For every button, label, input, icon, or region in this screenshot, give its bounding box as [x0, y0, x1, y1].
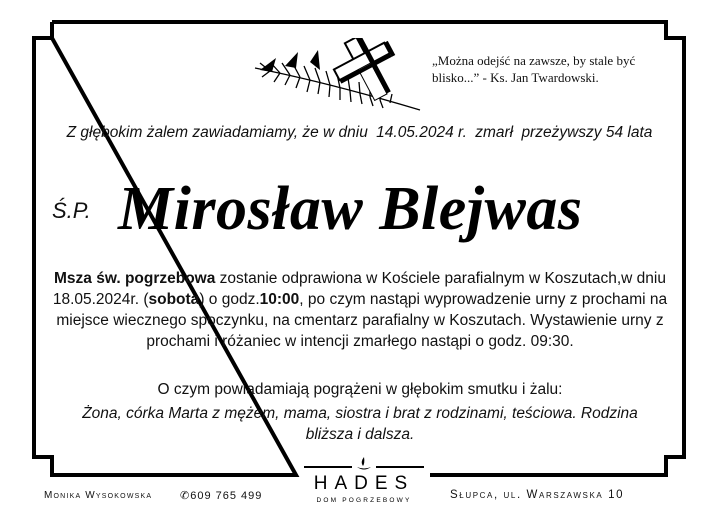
death-date: 14.05.2024 r.	[376, 124, 467, 141]
mass-bold-2: sobota	[148, 291, 200, 308]
mass-bold-3: 10:00	[259, 291, 300, 308]
mourners-list: Żona, córka Marta z mężem, mama, siostra i brat z rodzinami, teściowa. Rodzina bliższa i dalsza.	[82, 405, 638, 443]
mourners-notice: O czym powiadamiają pogrążeni w głębokim smutku i żalu:	[157, 381, 563, 398]
age: przeżywszy 54 lata	[521, 124, 653, 141]
announcement-text: Z głębokim żalem zawiadamiamy, że w dniu	[66, 124, 368, 141]
mass-details	[50, 268, 670, 352]
footer-address: Słupca, ul. Warszawska 10	[450, 489, 625, 501]
quote-line-1: „Można odejść na zawsze, by stale być	[432, 53, 636, 68]
quote	[432, 52, 682, 86]
mass-bold-1: Msza św. pogrzebowa	[54, 270, 216, 287]
mass-text-2: ) o godz.	[199, 291, 260, 308]
cross-icon	[250, 38, 430, 113]
quote-line-2: blisko...” - Ks. Jan Twardowski.	[432, 70, 599, 85]
hades-logo-text: HADES	[313, 473, 415, 494]
mass-text-1: zostanie odprawiona w Kościele parafialnym w Koszutach,w dniu 18.05.2024r. (	[52, 270, 666, 308]
name-prefix: Ś.P.	[52, 198, 91, 223]
footer-contact-name: Monika Wysokowska	[44, 490, 153, 501]
footer-phone: ✆609 765 499	[180, 490, 263, 502]
announcement-verb: zmarł	[475, 124, 514, 141]
mass-text-3: , po czym nastąpi wyprowadzenie urny z prochami na miejsce wiecznego spoczynku, na cmentarz parafialny w Koszutach. Wystawienie urny z prochami i różaniec w intencji zmarłego nastąpi o godz. 09:30.	[56, 291, 668, 350]
hades-logo-subtitle: DOM POGRZEBOWY	[316, 497, 412, 504]
deceased-name: Mirosław Blejwas	[118, 175, 583, 243]
hades-logo-icon	[300, 455, 428, 473]
announcement	[0, 124, 719, 142]
